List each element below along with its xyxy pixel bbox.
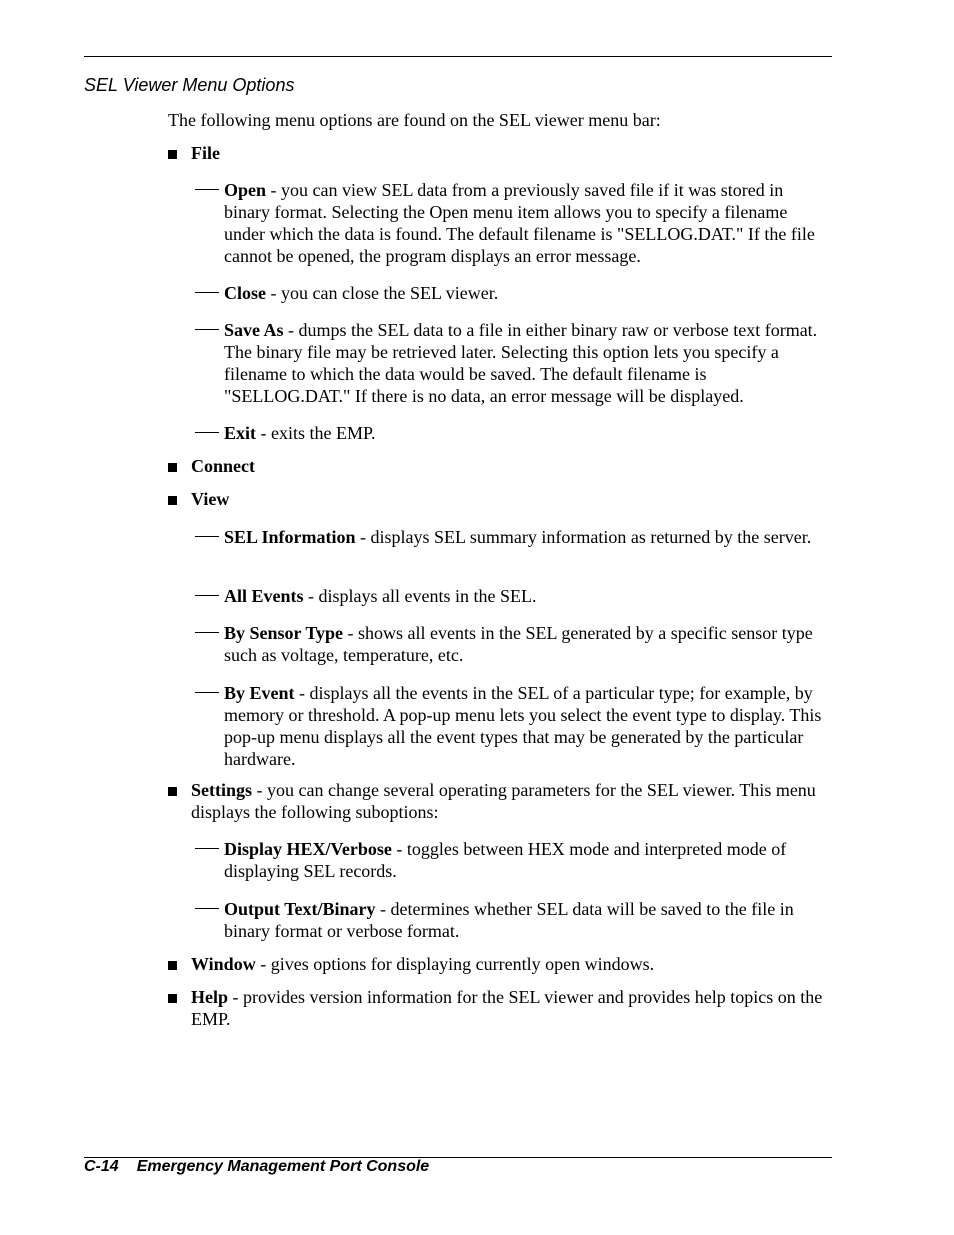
dash-icon [195,848,219,849]
term: Exit [224,423,257,443]
term: Output Text/Binary [224,899,376,919]
dash-icon [195,432,219,433]
footer-title: Emergency Management Port Console [136,1158,430,1175]
description: - you can close the SEL viewer. [266,283,499,303]
term: Save As [224,320,284,340]
description: - displays all events in the SEL. [303,586,537,606]
menu-label: Settings [191,780,253,800]
term: Close [224,283,266,303]
term: By Sensor Type [224,623,344,643]
dash-icon [195,595,219,596]
bullet-square-icon [168,961,177,970]
bullet-square-icon [168,787,177,796]
description: - displays all the events in the SEL of a particular type; for example, by memory or threshold. A pop-up menu lets you select the event type to display. This pop-up menu displays all the event types that may be generated by the particular hardware. [224,683,822,769]
menu-label: Help [191,987,229,1007]
dash-icon [195,692,219,693]
term: Display HEX/Verbose [224,839,392,859]
dash-icon [195,908,219,909]
section-title: SEL Viewer Menu Options [84,75,295,95]
dash-icon [195,632,219,633]
dash-icon [195,189,219,190]
menu-label: Connect [191,456,255,476]
intro-paragraph: The following menu options are found on the SEL viewer menu bar: [168,110,661,130]
description: - gives options for displaying currently open windows. [255,954,655,974]
page-number: C-14 [84,1158,119,1175]
description: - determines whether SEL data will be saved to the file in binary format or verbose format. [224,899,794,941]
description: - shows all events in the SEL generated by a specific sensor type such as voltage, temperature, etc. [224,623,813,665]
page-footer [84,1158,429,1176]
header-rule [84,56,832,57]
description: - toggles between HEX mode and interpreted mode of displaying SEL records. [224,839,787,881]
term: Open [224,180,267,200]
dash-icon [195,292,219,293]
term: SEL Information [224,527,356,547]
description: - displays SEL summary information as returned by the server. [355,527,812,547]
bullet-square-icon [168,994,177,1003]
bullet-square-icon [168,463,177,472]
menu-label: Window [191,954,256,974]
description: - you can change several operating parameters for the SEL viewer. This menu displays the following suboptions: [191,780,816,822]
term: All Events [224,586,304,606]
term: By Event [224,683,295,703]
bullet-square-icon [168,150,177,159]
dash-icon [195,329,219,330]
bullet-square-icon [168,496,177,505]
menu-label: File [191,143,220,163]
description: - provides version information for the SEL viewer and provides help topics on the EMP. [191,987,823,1029]
menu-label: View [191,489,230,509]
description: - dumps the SEL data to a file in either binary raw or verbose text format. The binary file may be retrieved later. Selecting this option lets you specify a filename to which the data would be saved. The default filename is "SELLOG.DAT." If there is no data, an error message will be displayed. [224,320,818,406]
dash-icon [195,536,219,537]
description: - exits the EMP. [256,423,376,443]
description: - you can view SEL data from a previously saved file if it was stored in binary format. Selecting the Open menu item allows you to specify a filename under which the data is found. The default filename is "SELLOG.DAT." If the file cannot be opened, the program displays an error message. [224,180,815,266]
